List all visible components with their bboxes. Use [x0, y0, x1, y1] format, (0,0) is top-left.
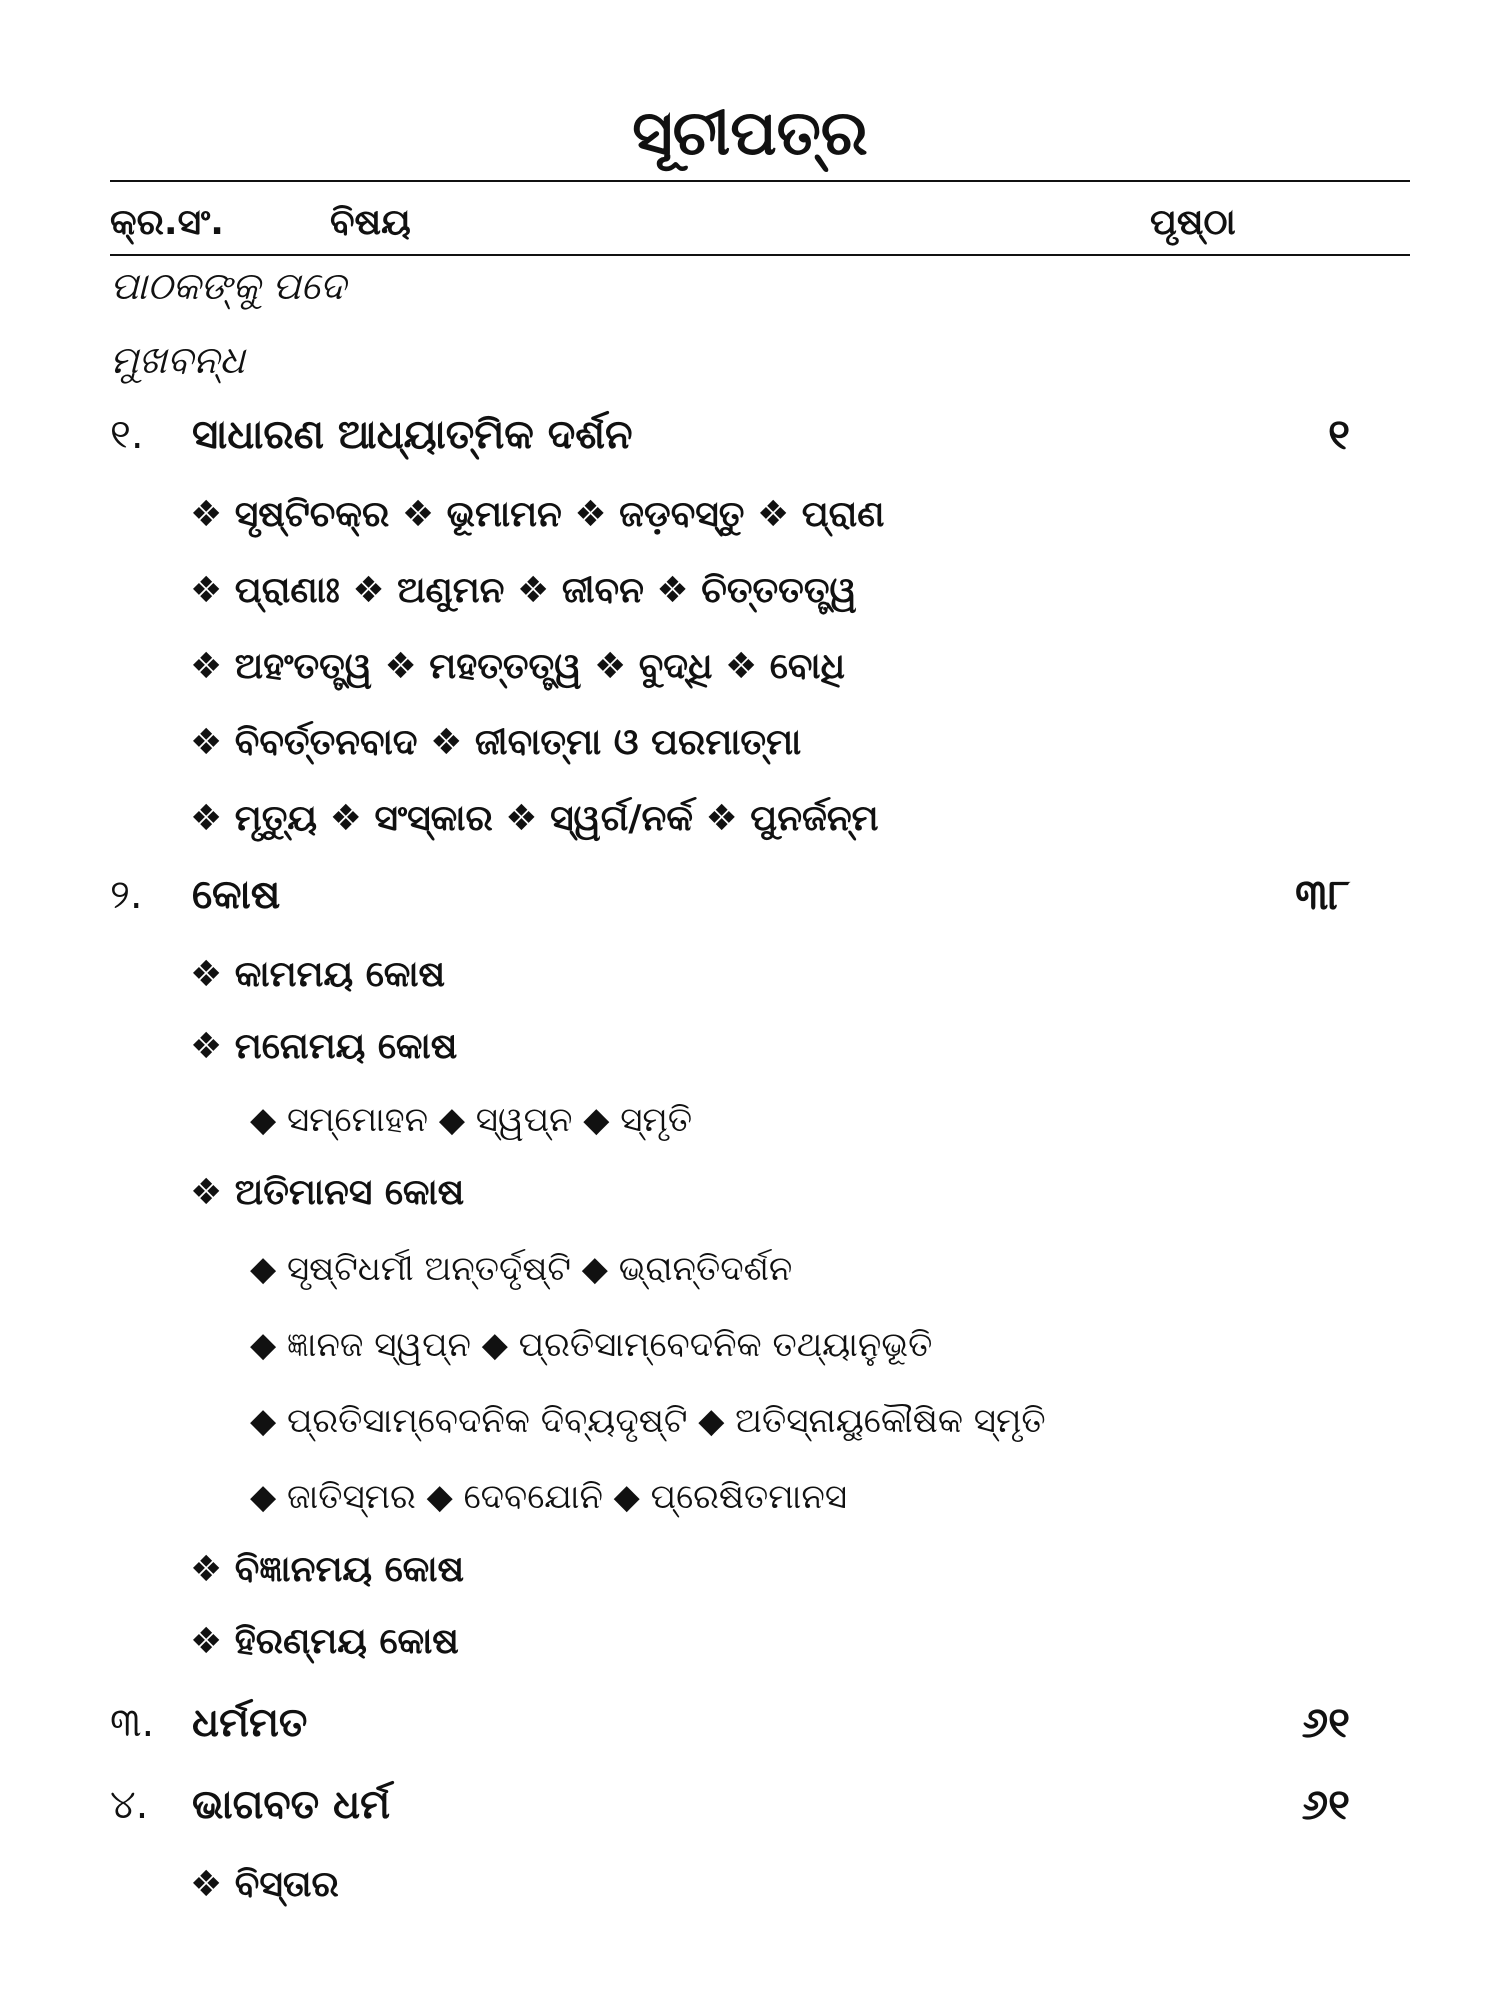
chapter-page-number: ୬୧ [1301, 1698, 1350, 1747]
kosha-subtopic-line: ◆ ସମ୍ମୋହନ ◆ ସ୍ୱପ୍ନ ◆ ସ୍ମୃତି [250, 1100, 693, 1140]
page-title: ସୂଚୀପତ୍ର [632, 96, 868, 169]
chapter-title: ଧର୍ମମତ [192, 1700, 308, 1746]
chapter-page-number: ୬୧ [1301, 1780, 1350, 1829]
chapter-row [110, 405, 633, 465]
header-page: ପୃଷ୍ଠା [1150, 202, 1236, 243]
chapter-row [110, 1693, 307, 1753]
chapter-title: ସାଧାରଣ ଆଧ୍ୟାତ୍ମିକ ଦର୍ଶନ [192, 412, 633, 458]
chapter-page-number: ୧ [1328, 410, 1350, 459]
topic-line: ❖ ପ୍ରାଣାଃ ❖ ଅଣୁମନ ❖ ଜୀବନ ❖ ଚିତ୍ତତତ୍ତ୍ୱ [190, 570, 857, 611]
topic-line: ❖ ମୃତ୍ୟୁ ❖ ସଂସ୍କାର ❖ ସ୍ୱର୍ଗ/ନର୍କ ❖ ପୁନର୍ଜନ୍ମ [190, 798, 879, 839]
kosha-subtopic-line: ◆ ସୃଷ୍ଟିଧର୍ମୀ ଅନ୍ତର୍ଦୃଷ୍ଟି ◆ ଭ୍ରାନ୍ତିଦର୍ଶନ [250, 1249, 793, 1289]
topic-line: ❖ ବିସ୍ତାର [190, 1864, 339, 1905]
chapter-title: କୋଷ [192, 872, 281, 918]
chapter-number: ୩. [110, 1700, 155, 1746]
header-serial-no: କ୍ର.ସଂ. [110, 202, 224, 243]
chapter-number: ୧. [110, 412, 144, 458]
topic-line: ❖ ବିବର୍ତ୍ତନବାଦ ❖ ଜୀବାତ୍ମା ଓ ପରମାତ୍ମା [190, 722, 802, 763]
front-matter-item: ମୁଖବନ୍ଧ [110, 338, 245, 382]
chapter-number: ୨. [110, 872, 143, 918]
topic-line: ❖ ଅହଂତତ୍ତ୍ୱ ❖ ମହତ୍‌ତତ୍ତ୍ୱ ❖ ବୁଦ୍ଧି ❖ ବୋଧି [190, 646, 845, 687]
chapter-row [110, 1775, 390, 1835]
kosha-item: ❖ କାମମୟ କୋଷ [190, 954, 446, 995]
chapter-number: ୪. [110, 1782, 149, 1828]
kosha-item: ❖ ମନୋମୟ କୋଷ [190, 1026, 458, 1067]
kosha-subtopic-line: ◆ ପ୍ରତିସାମ୍ବେଦନିକ ଦିବ୍ୟଦୃଷ୍ଟି ◆ ଅତିସ୍ନାୟୁକୌଷିକ ସ୍ମୃତି [250, 1401, 1046, 1441]
header-subject: ବିଷୟ [330, 202, 411, 243]
header-rule-top [110, 180, 1410, 182]
kosha-item: ❖ ହିରଣ୍ମୟ କୋଷ [190, 1621, 459, 1662]
front-matter-item: ପାଠକଙ୍କୁ ପଦେ [110, 264, 346, 308]
chapter-title: ଭାଗବତ ଧର୍ମ [192, 1782, 391, 1828]
kosha-subtopic-line: ◆ ଜାତିସ୍ମର ◆ ଦେବଯୋନି ◆ ପ୍ରେଷିତମାନସ [250, 1477, 847, 1517]
chapter-row [110, 865, 280, 925]
kosha-subtopic-line: ◆ ଜ୍ଞାନଜ ସ୍ୱପ୍ନ ◆ ପ୍ରତିସାମ୍ବେଦନିକ ତଥ୍ୟାନୁଭୂତି [250, 1325, 933, 1365]
topic-line: ❖ ସୃଷ୍ଟିଚକ୍ର ❖ ଭୂମାମନ ❖ ଜଡ଼ବସ୍ତୁ ❖ ପ୍ରାଣ [190, 494, 885, 535]
kosha-item: ❖ ଅତିମାନସ କୋଷ [190, 1172, 465, 1213]
chapter-page-number: ୩୮ [1295, 870, 1350, 919]
kosha-item: ❖ ବିଜ୍ଞାନମୟ କୋଷ [190, 1549, 465, 1590]
